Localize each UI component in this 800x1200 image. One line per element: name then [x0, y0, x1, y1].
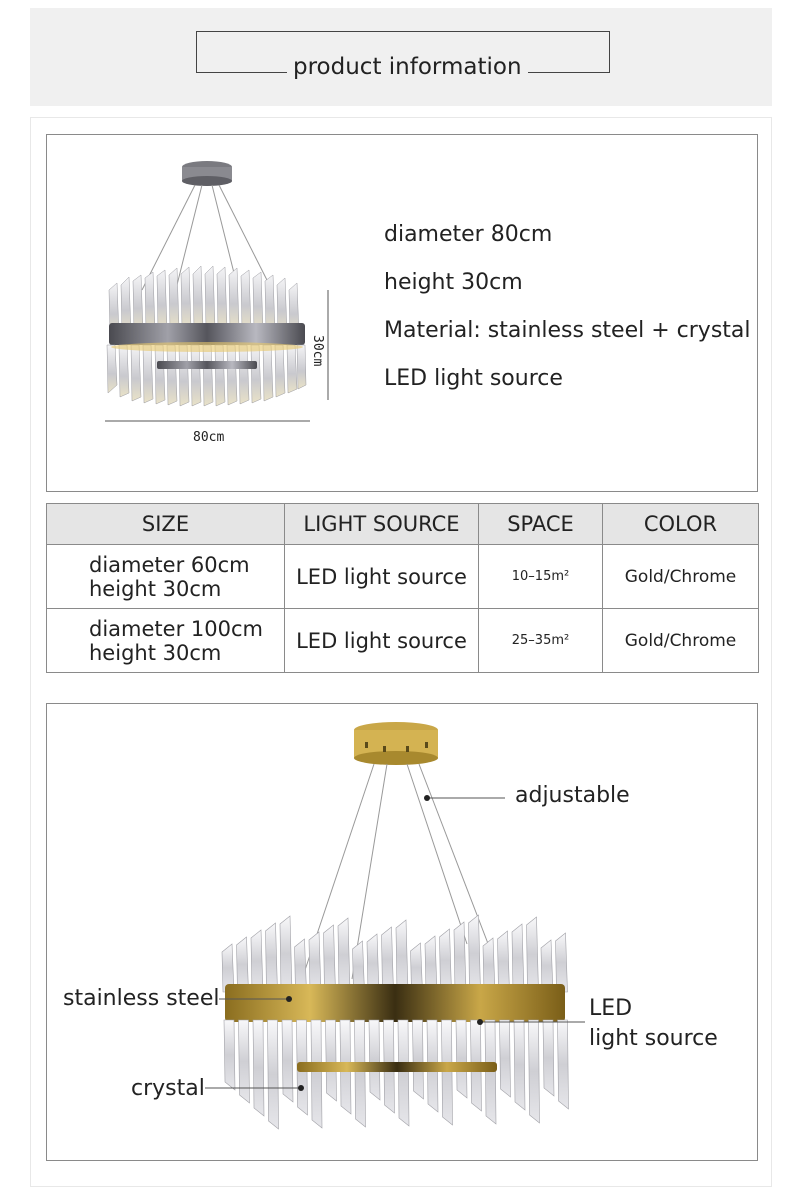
callout-crystal: crystal	[131, 1076, 205, 1101]
callout-led-line2: light source	[589, 1026, 718, 1051]
row-space: 10–15m²	[479, 545, 603, 609]
row-size-line2: height 30cm	[89, 576, 222, 601]
row-light: LED light source	[285, 609, 479, 673]
row-size-line2: height 30cm	[89, 640, 222, 665]
row-color: Gold/Chrome	[603, 609, 759, 673]
height-dimension-label: 30cm	[310, 335, 325, 367]
header-light-source: LIGHT SOURCE	[285, 504, 479, 545]
callout-led-line1: LED	[589, 996, 633, 1021]
callout-adjustable: adjustable	[515, 783, 630, 808]
table-row	[47, 609, 759, 673]
spec-material: Material: stainless steel + crystal	[384, 318, 751, 343]
page-title: product information	[287, 52, 528, 82]
stainless-steel-band	[225, 984, 565, 1022]
width-dimension-label: 80cm	[193, 430, 225, 445]
spec-light-source: LED light source	[384, 366, 563, 391]
spec-list	[384, 215, 751, 407]
header-size: SIZE	[47, 504, 285, 545]
row-size-line1: diameter 60cm	[89, 552, 250, 577]
header-color: COLOR	[603, 504, 759, 545]
callout-stainless-steel: stainless steel	[63, 986, 220, 1011]
detail-panel	[46, 703, 758, 1161]
row-color: Gold/Chrome	[603, 545, 759, 609]
led-glow	[111, 342, 303, 352]
gold-upper-crystals	[222, 915, 568, 992]
row-size	[47, 609, 285, 673]
row-light: LED light source	[285, 545, 479, 609]
size-table	[46, 503, 759, 673]
gold-lower-crystals	[224, 1020, 569, 1129]
row-size-line1: diameter 100cm	[89, 616, 263, 641]
spec-diameter: diameter 80cm	[384, 222, 553, 247]
inner-chrome-ring	[157, 361, 257, 369]
table-row	[47, 545, 759, 609]
spec-height: height 30cm	[384, 270, 523, 295]
lower-crystals	[107, 345, 306, 406]
row-space: 25–35m²	[479, 609, 603, 673]
chrome-ring-band	[109, 323, 305, 345]
header-banner	[30, 8, 772, 106]
table-header-row	[47, 504, 759, 545]
header-space: SPACE	[479, 504, 603, 545]
row-size	[47, 545, 285, 609]
title-frame	[196, 31, 610, 80]
inner-gold-ring	[297, 1062, 497, 1072]
dimension-panel	[46, 134, 758, 492]
